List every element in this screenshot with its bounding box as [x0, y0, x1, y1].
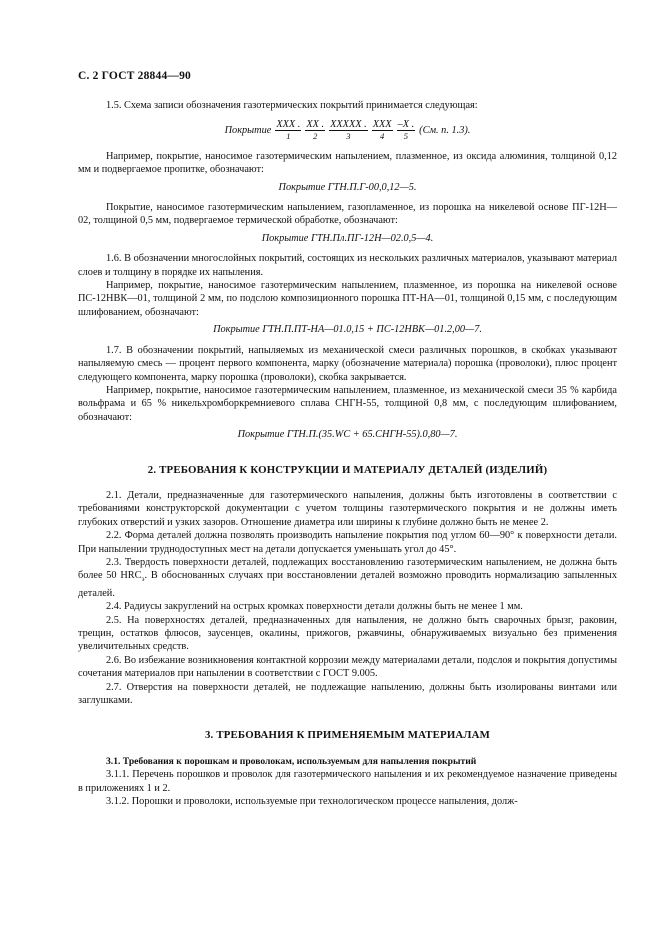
paragraph-2-6: 2.6. Во избежание возникновения контактной коррозии между материалами детали, подслоя и покрытия допустимы сочетания материалов при напылении в соответствии с ГОСТ 9.005.	[78, 654, 617, 680]
example-4-text: Например, покрытие, наносимое газотермическим напылением, плазменное, из механической смеси 35 % карбида вольфрама и 65 % никельхромборкремниевого сплава СНГН-55, толщиной 0,8 мм, с последующим шлифованием, обозначают:	[78, 384, 617, 423]
paragraph-2-2: 2.2. Форма деталей должна позволять производить напыление покрытия под углом 60—90° к поверхности детали. При напылении труднодоступных мест на детали допускается уменьшать угол до 45°.	[78, 530, 617, 555]
scheme-note: (См. п. 1.3).	[419, 124, 471, 136]
section-2-title: 2. ТРЕБОВАНИЯ К КОНСТРУКЦИИ И МАТЕРИАЛУ ДЕТАЛЕЙ (ИЗДЕЛИЙ)	[147, 463, 548, 476]
example-3-formula: Покрытие ГТН.П.ПТ-НА—01.0,15 + ПС-12НВК—01.2,00—7.	[213, 324, 482, 336]
paragraph-2-4: 2.4. Радиусы закруглений на острых кромках поверхности детали должны быть не менее 1 мм.	[106, 601, 523, 613]
scheme-part-1: $\frac{\text{XXX .}}{1}$	[276, 118, 301, 141]
paragraph-1-7: 1.7. В обозначении покрытий, напыляемых из механической смеси различных порошков, в скобках указывают напыляемую смесь — процент первого компонента, марку (обозначение материала) порошка (проволоки), плюс процент следующего компонента, марку порошка (проволоки), скобка закрывается.	[78, 344, 617, 383]
paragraph-2-5: 2.5. На поверхностях деталей, предназначенных для напыления, не должно быть сварочных брызг, раковин, трещин, остатков флюсов, заусенцев, окалины, прижогов, ржавчины, обнаруживаемых визуально без применения увеличительных средств.	[78, 614, 617, 653]
example-2-formula: Покрытие ГТН.Пл.ПГ-12Н—02.0,5—4.	[261, 232, 434, 244]
scheme-part-5: $\frac{-X .}{5}$	[397, 118, 415, 141]
page-header: С. 2 ГОСТ 28844—90	[78, 70, 191, 82]
paragraph-2-1: 2.1. Детали, предназначенные для газотермического напыления, должны быть изготовлены в соответствии с требованиями конструкторской документации с учетом толщины газотермического покрытия и не должны иметь глубоких отверстий и узких зазоров. Отношение диаметра или ширины к глубине должно быть не менее 2.	[78, 489, 617, 528]
paragraph-3-1-1: 3.1.1. Перечень порошков и проволок для газотермического напыления и их рекомендуемое назначение приведены в приложениях 1 и 2.	[78, 769, 617, 794]
paragraph-3-1-2: 3.1.2. Порошки и проволоки, используемые при технологическом процессе напыления, долж-	[106, 796, 518, 808]
example-3-text: Например, покрытие, наносимое газотермическим напылением, плазменное, из порошка на никелевой основе ПС-12НВК—01, толщиной 2 мм, по подслою композиционного порошка ПТ-НА—01, толщиной 0,15 мм, с последующим шлифованием, обозначают:	[78, 280, 617, 318]
paragraph-2-3: 2.3. Твердость поверхности деталей, подлежащих восстановлению газотермическим напылением, не должна быть более 50 $HRC_э$. В обоснованных случаях при восстановлении деталей возможно проводить нормализацию запыленных деталей.	[78, 556, 617, 599]
designation-scheme	[78, 119, 617, 142]
example-4-formula: Покрытие ГТН.П.(35.WC + 65.СНГН-55).0,80—7.	[237, 429, 458, 441]
subsection-3-1-title: 3.1. Требования к порошкам и проволокам, используемым для напыления покрытий	[106, 755, 477, 767]
paragraph-1-5: 1.5. Схема записи обозначения газотермических покрытий принимается следующая:	[106, 100, 478, 112]
section-3-title: 3. ТРЕБОВАНИЯ К ПРИМЕНЯЕМЫМ МАТЕРИАЛАМ	[204, 729, 491, 742]
scheme-part-4: $\frac{\text{XXX}}{4}$	[372, 118, 392, 141]
paragraph-2-7: 2.7. Отверстия на поверхности деталей, не подлежащие напылению, должны быть изолированы винтами или заглушками.	[78, 681, 617, 707]
example-2-text: Покрытие, наносимое газотермическим напылением, газопламенное, из порошка на никелевой основе ПГ-12Н—02, толщиной 0,5 мм, подвергаемое термической обработке, обозначают:	[78, 202, 617, 227]
scheme-part-2: $\frac{XX .}{2}$	[306, 118, 325, 141]
scheme-lead: Покрытие	[224, 124, 272, 136]
scheme-part-3: $\frac{\text{XXXXX .}}{3}$	[330, 118, 367, 141]
example-1-formula: Покрытие ГТН.П.Г-00,0,12—5.	[278, 181, 417, 193]
paragraph-1-6: 1.6. В обозначении многослойных покрытий, состоящих из нескольких различных материалов, указывают материал слоев и толщину в порядке их напыления.	[78, 253, 617, 278]
example-1-text: Например, покрытие, наносимое газотермическим напылением, плазменное, из оксида алюминия, толщиной 0,12 мм и подвергаемое пропитке, обозначают:	[78, 150, 617, 176]
